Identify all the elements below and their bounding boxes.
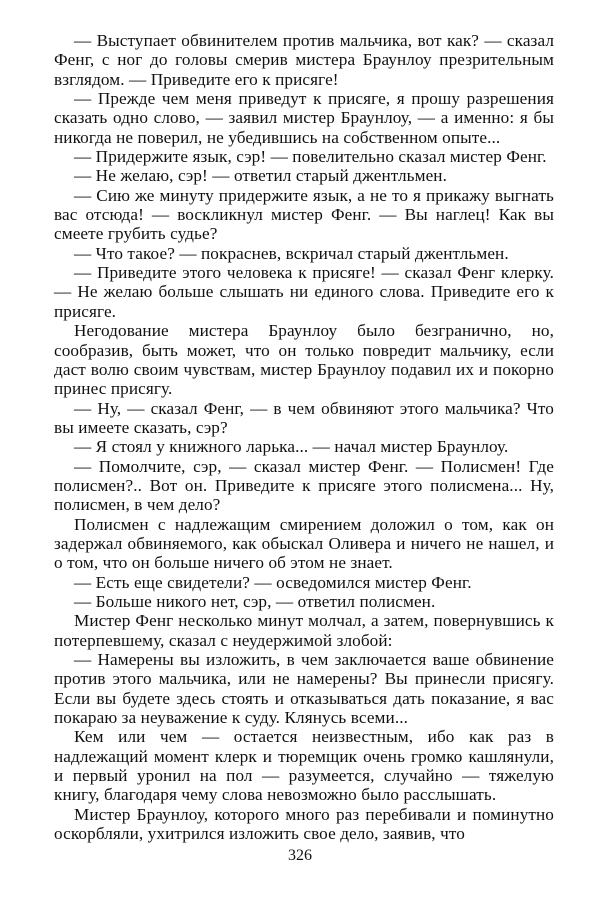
page-body <box>54 31 554 843</box>
paragraph: — Помолчите, сэр, — сказал мистер Фенг. — Полисмен! Где полисмен?.. Вот он. Приведите к присяге этого полисмена... Ну, полисмен, в чем дело? <box>54 456 554 515</box>
paragraph: — Я стоял у книжного ларька... — начал мистер Браунлоу. <box>74 437 509 457</box>
paragraph: Кем или чем — остается неизвестным, ибо как раз в надлежащий момент клерк и тюремщик очень громко кашлянули, и первый уронил на пол — разумеется, случайно — тяжелую книгу, благодаря чему слова невозможно было расслышать. <box>54 727 554 805</box>
paragraph: — Выступает обвинителем против мальчика, вот как? — сказал Фенг, с ног до головы смерив мистера Браунлоу презрительным взглядом. — Приведите его к присяге! <box>54 31 554 89</box>
paragraph: Негодование мистера Браунлоу было безгранично, но, сообразив, быть может, что он только повредит мальчику, если даст волю своим чувствам, мистер Браунлоу подавил их и покорно принес присягу. <box>54 321 554 399</box>
page-number: 326 <box>288 847 312 864</box>
paragraph: — Намерены вы изложить, в чем заключается ваше обвинение против этого мальчика, или не намерены? Вы принесли присягу. Если вы будете здесь стоять и отказываться дать показание, я вас покараю за неуважение к суду. Клянусь всеми... <box>54 650 554 728</box>
paragraph: — Что такое? — покраснев, вскричал старый джентльмен. <box>74 243 509 263</box>
paragraph: Мистер Фенг несколько минут молчал, а затем, повернувшись к потерпевшему, сказал с неудержимой злобой: <box>54 611 554 650</box>
paragraph: — Больше никого нет, сэр, — ответил полисмен. <box>74 591 436 611</box>
paragraph: — Не желаю, сэр! — ответил старый джентльмен. <box>74 166 447 186</box>
paragraph: — Придержите язык, сэр! — повелительно сказал мистер Фенг. <box>74 147 547 167</box>
paragraph: Полисмен с надлежащим смирением доложил о том, как он задержал обвиняемого, как обыскал Оливера и ничего не нашел, и о том, что он больше ничего об этом не знает. <box>54 514 554 573</box>
paragraph: — Ну, — сказал Фенг, — в чем обвиняют этого мальчика? Что вы имеете сказать, сэр? <box>54 398 554 437</box>
paragraph: Мистер Браунлоу, которого много раз перебивали и поминутно оскорбляли, ухитрился изложить свое дело, заявив, что <box>54 804 554 844</box>
paragraph: — Приведите этого человека к присяге! — сказал Фенг клерку. — Не желаю больше слышать ни единого слова. Приведите его к присяге. <box>54 263 554 321</box>
paragraph: — Прежде чем меня приведут к присяге, я прошу разрешения сказать одно слово, — заявил мистер Браунлоу, — а именно: я бы никогда не поверил, не убедившись на собственном опыте... <box>54 89 554 147</box>
paragraph: — Есть еще свидетели? — осведомился мистер Фенг. <box>74 572 472 592</box>
paragraph: — Сию же минуту придержите язык, а не то я прикажу выгнать вас отсюда! — воскликнул мистер Фенг. — Вы наглец! Как вы смеете грубить судье? <box>54 185 554 244</box>
